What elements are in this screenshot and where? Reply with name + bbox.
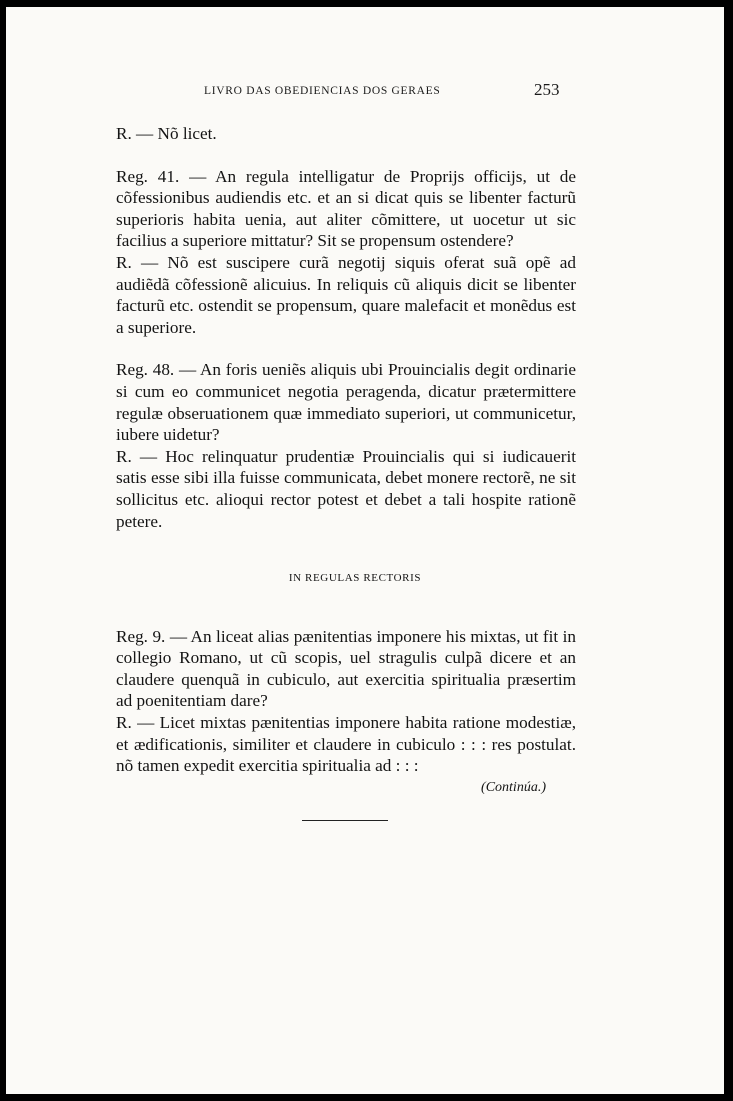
reg-48-question: Reg. 48. — An foris ueniẽs aliquis ubi Prouincialis degit ordinarie si cum eo communicet negotia peragenda, dicatur prætermittere regulæ obseruationem quæ immediato superiori, ut communicetur, iubere uidetur? [116, 360, 576, 445]
response-intro: R. — Nõ licet. [116, 124, 217, 143]
reg-48-response: R. — Hoc relinquatur prudentiæ Prouincialis qui si iudicauerit satis esse sibi illa fuisse communicata, debet monere rectorẽ, ne sit sollicitus etc. alioqui rector potest et debet a tali hospite rationẽ petere. [116, 446, 576, 531]
reg-41-response: R. — Nõ est suscipere curã negotij siquis oferat suã opẽ ad audiẽdã cõfessionẽ alicuius. In reliquis cũ aliquis dicit se libenter facturũ etc. ostendit se propensum, quare malefacit et monẽdus est a superiore. [116, 252, 576, 337]
page-number: 253 [534, 80, 560, 99]
reg-9-question: Reg. 9. — An liceat alias pænitentias imponere his mixtas, ut fit in collegio Romano, ut cũ scopis, uel stragulis culpã dicere et an claudere quenquã in cubiculo, aut exercitia spiritualia præsertim ad poenitentiam dare? [116, 626, 576, 711]
running-title: LIVRO DAS OBEDIENCIAS DOS GERAES [204, 85, 441, 97]
page-header [6, 82, 724, 106]
document-page [6, 7, 724, 1094]
continua-note: (Continúa.) [481, 779, 546, 795]
page-body [116, 123, 576, 798]
end-rule [302, 820, 388, 821]
reg-9-response: R. — Licet mixtas pænitentias imponere habita ratione modestiæ, et ædificationis, similiter et claudere in cubiculo : : : res postulat. nõ tamen expedit exercitia spiritualia ad : : : [116, 713, 576, 776]
section-heading: IN REGULAS RECTORIS [288, 572, 422, 585]
reg-41-question: Reg. 41. — An regula intelligatur de Proprijs officijs, ut de cõfessionibus audiendis etc. et an si dicat quis se libenter facturũ superioris habita uenia, aut aliter cõmittere, ut uocetur ut sic facilius a superiore mittatur? Sit se propensum ostendere? [116, 166, 576, 251]
